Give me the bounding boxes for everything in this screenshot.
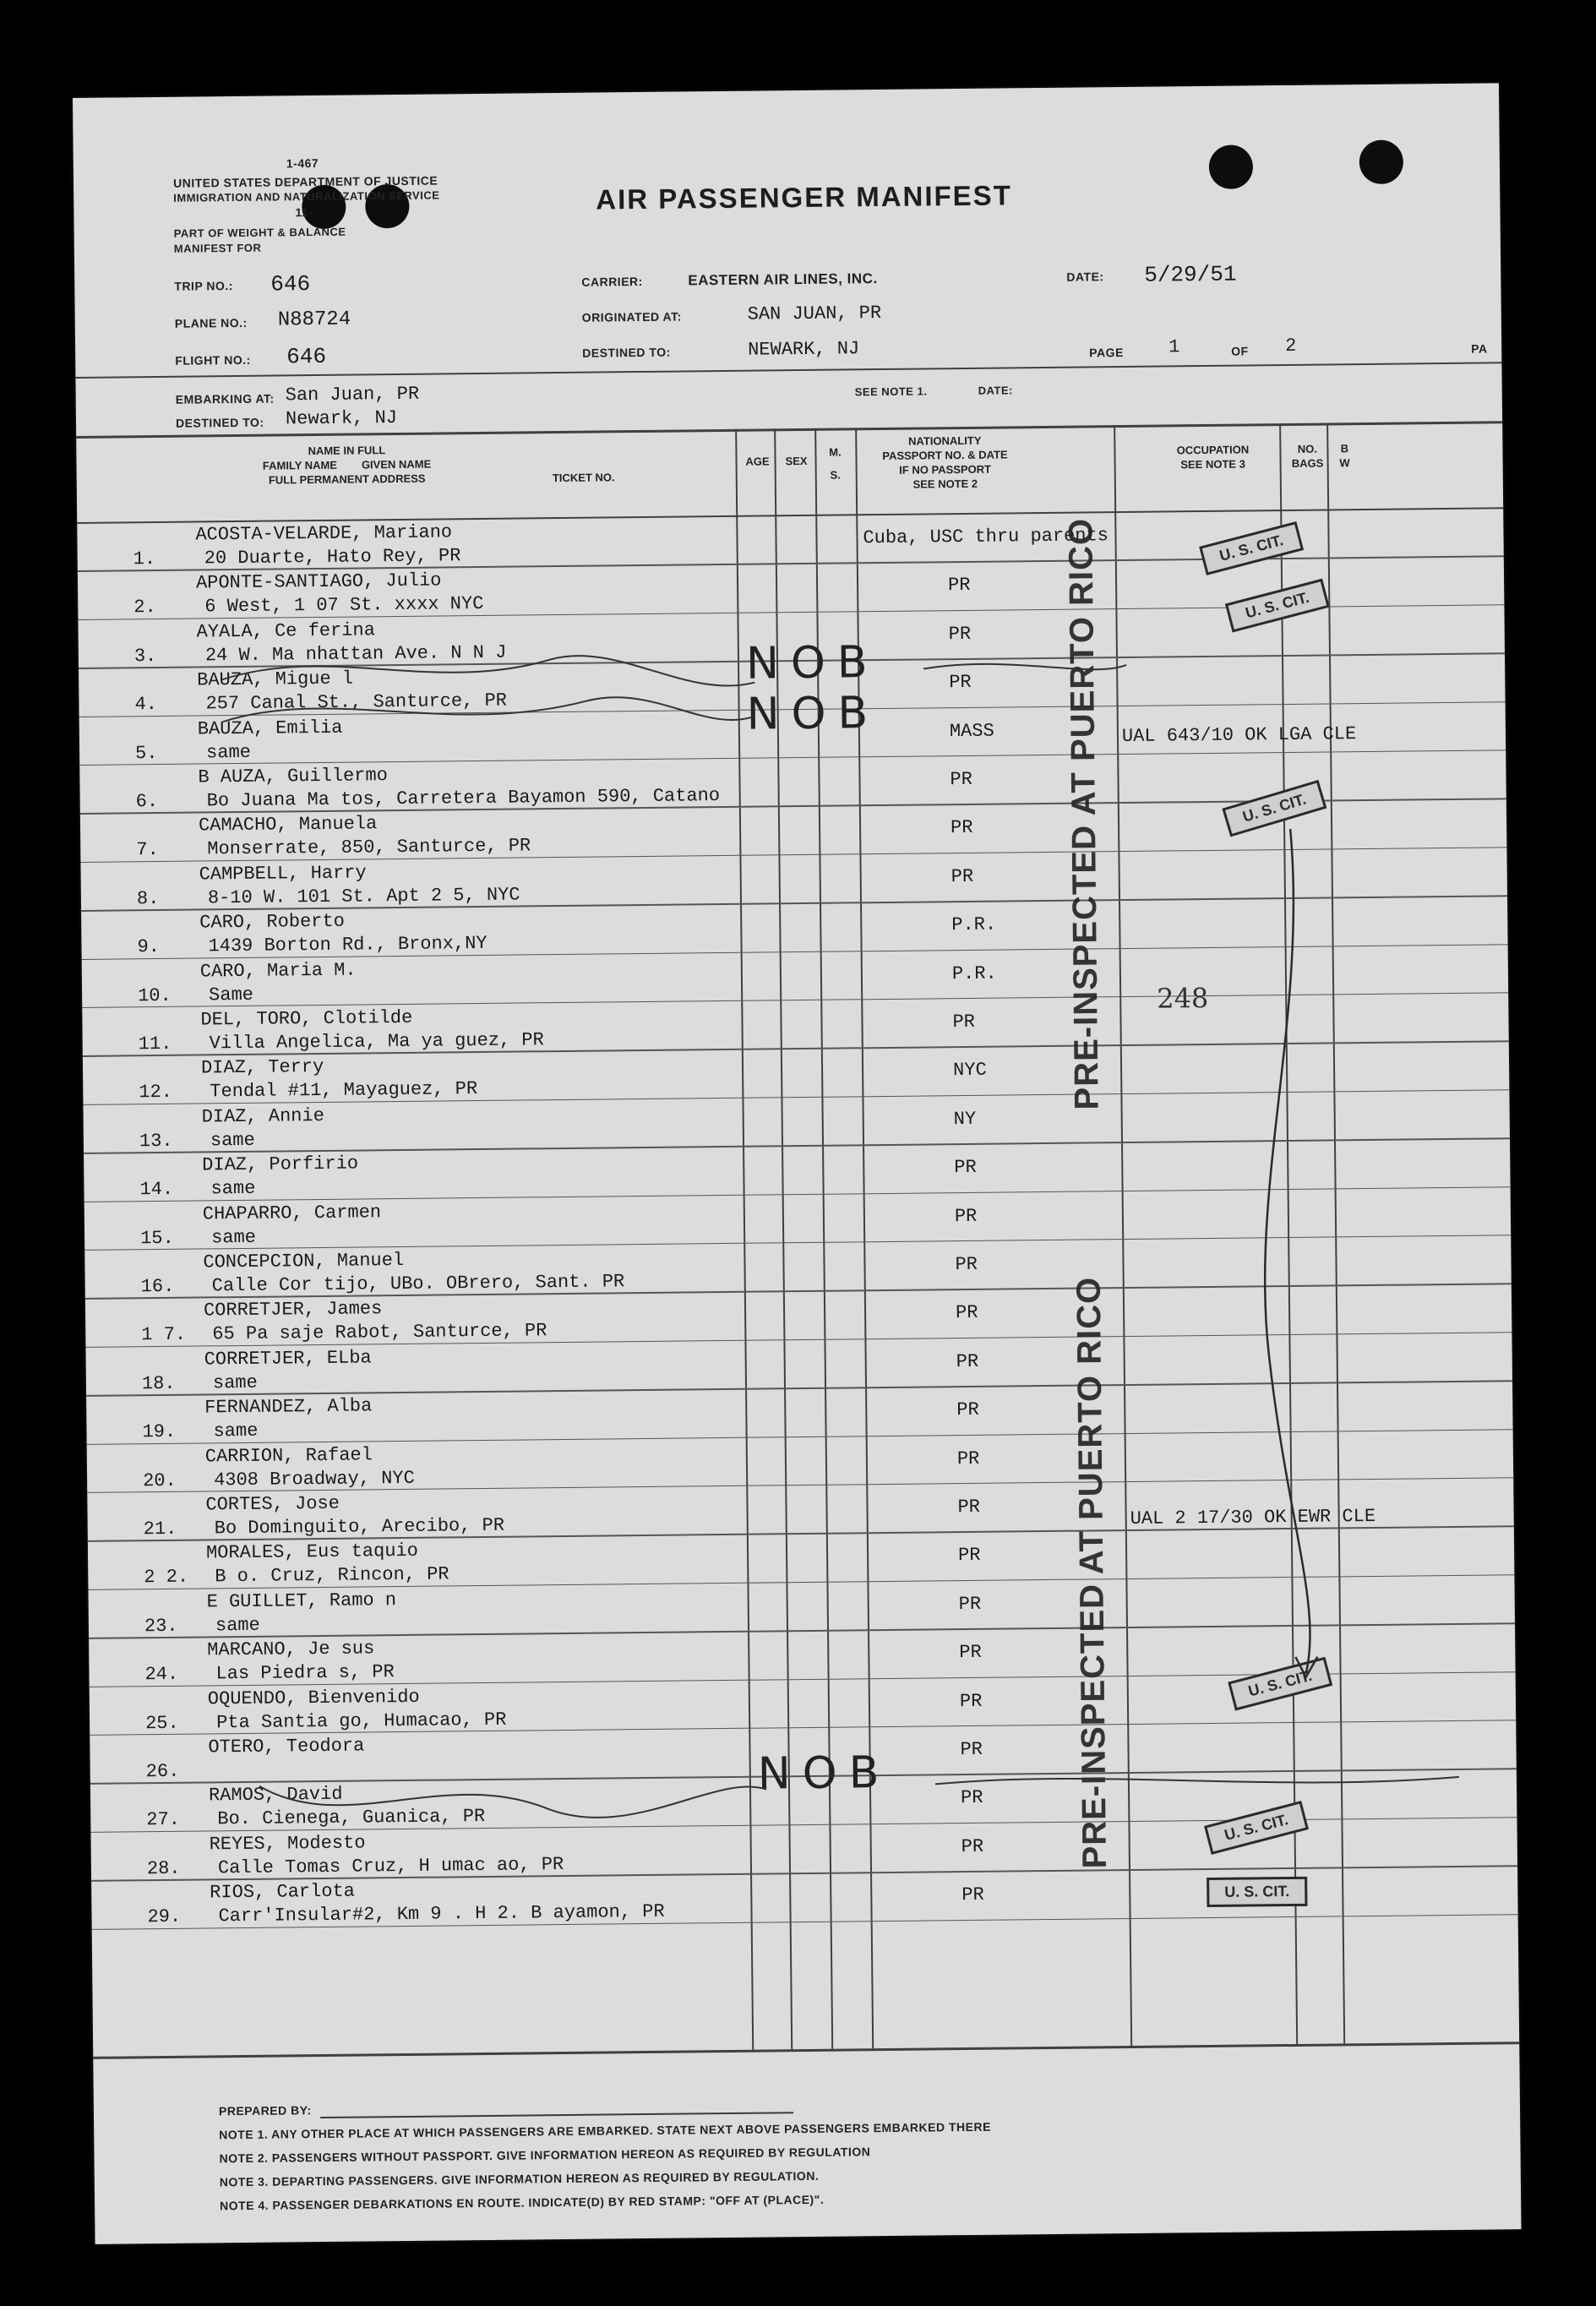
passenger-address: 65 Pa saje Rabot, Santurce, PR [212,1320,547,1345]
date-value: 5/29/51 [1144,261,1237,288]
passenger-nationality: PR [954,1157,977,1179]
manifest-page [73,83,1522,2244]
passenger-address: Bo Juana Ma tos, Carretera Bayamon 590, Catano [206,785,721,812]
ual-note-1: UAL 643/10 OK LGA CLE [1121,723,1357,748]
passenger-address: B o. Cruz, Rincon, PR [215,1563,449,1588]
us-cit-stamp: U. S. CIT. [1204,1801,1309,1855]
passenger-nationality: PR [961,1835,984,1857]
page-edge-label: PA [1471,341,1488,356]
passenger-address: 1439 Borton Rd., Bronx,NY [208,933,488,957]
passenger-name: CARRION, Rafael [204,1443,373,1468]
passenger-nationality: PR [956,1350,979,1372]
col-name-l3: FULL PERMANENT ADDRESS [268,472,426,487]
passenger-name: RAMOS, David [208,1784,343,1807]
ual-note-2: UAL 2 17/30 OK EWR CLE [1130,1505,1376,1529]
passenger-nationality: PR [951,865,974,887]
row-number: 21. [143,1518,177,1540]
passenger-address: 20 Duarte, Hato Rey, PR [204,545,461,570]
passenger-address: Same [208,984,254,1006]
row-number: 18. [141,1372,176,1395]
passenger-address: same [210,1177,256,1200]
passenger-address: 24 W. Ma nhattan Ave. N N J [204,641,507,667]
row-number: 12. [139,1082,173,1104]
row-number: 26. [145,1760,180,1783]
passenger-address: same [215,1614,260,1637]
col-wt-l1: B [1340,442,1349,455]
row-number: 7. [136,839,159,861]
passenger-name: B AUZA, Guillermo [198,765,388,788]
form-revision: 11- [295,205,313,220]
page-label: PAGE [1089,345,1124,360]
col-occ-l2: SEE NOTE 3 [1180,457,1245,472]
passenger-nationality: NY [953,1108,977,1130]
passenger-name: ACOSTA-VELARDE, Mariano [195,521,453,546]
handwritten-marks [73,83,1522,2244]
flight-label: FLIGHT NO.: [175,352,251,368]
passenger-nationality: PR [952,1011,976,1033]
passenger-name: MORALES, Eus taquio [205,1540,419,1564]
passenger-address: same [210,1129,255,1152]
passenger-name: CARO, Roberto [199,910,345,934]
passenger-name: CORTES, Jose [205,1492,340,1516]
passenger-nationality: PR [948,623,972,645]
passenger-name: CONCEPCION, Manuel [203,1249,405,1273]
destined-value: NEWARK, NJ [748,338,860,361]
row-number: 11. [138,1033,172,1055]
row-number: 3. [133,645,157,668]
passenger-address: Pta Santia go, Humacao, PR [216,1709,507,1733]
passenger-address: same [213,1420,259,1442]
passenger-address: same [210,1226,257,1248]
us-cit-stamp: U. S. CIT. [1199,521,1304,575]
col-nat-l4: SEE NOTE 2 [912,477,978,491]
passenger-nationality: PR [956,1399,979,1421]
date-label: DATE: [1066,270,1104,284]
note-3: NOTE 3. DEPARTING PASSENGERS. GIVE INFORMATION HEREON AS REQUIRED BY REGULATION. [219,2168,820,2189]
page-value: 1 [1168,336,1180,358]
passenger-nationality: PR [957,1496,981,1518]
row-number: 25. [145,1712,179,1734]
strike-row-26-ext [935,1774,1459,1786]
passenger-name: OTERO, Teodora [208,1735,365,1758]
passenger-name: BAUZA, Emilia [197,717,343,740]
passenger-address: 4308 Broadway, NYC [214,1467,415,1491]
passenger-name: REYES, Modesto [209,1832,366,1856]
passenger-nationality: PR [950,768,973,791]
plane-label: PLANE NO.: [174,315,248,330]
row-number: 14. [139,1179,174,1201]
passenger-nationality: PR [955,1253,978,1276]
see-note-label: SEE NOTE 1. [854,384,928,399]
passenger-name: MARCANO, Je sus [207,1638,375,1661]
passenger-address: 8-10 W. 101 St. Apt 2 5, NYC [207,884,520,909]
passenger-address: Monserrate, 850, Santurce, PR [207,835,531,860]
row-number: 16. [140,1275,175,1298]
trip-value: 646 [270,271,311,297]
passenger-nationality: PR [958,1593,982,1615]
nob-mark: NOB [745,637,880,690]
passenger-nationality: PR [949,672,972,694]
passenger-nationality: PR [957,1545,981,1567]
note-1: NOTE 1. ANY OTHER PLACE AT WHICH PASSENGERS ARE EMBARKED. STATE NEXT ABOVE PASSENGERS EMBARKED THERE [219,2119,991,2142]
row-number: 5. [134,742,158,764]
destined2-value: Newark, NJ [285,407,398,430]
col-header-ticket: TICKET NO. [552,471,615,485]
strike-row-26 [259,1781,766,1822]
row-number: 27. [146,1809,181,1831]
row-number: 2. [133,597,156,619]
passenger-name: E GUILLET, Ramo n [206,1589,397,1613]
col-header-age: AGE [745,455,770,468]
passenger-nationality: PR [955,1302,978,1324]
passenger-nationality: MASS [949,720,994,742]
embarking-label: EMBARKING AT: [175,391,275,406]
row-number: 24. [144,1663,179,1686]
pre-inspected-stamp: PRE-INSPECTED AT PUERTO RICO [1070,1276,1114,1869]
row-number: 1. [133,548,156,570]
passenger-nationality: PR [959,1690,983,1712]
passenger-nationality: PR [959,1642,982,1664]
passenger-address: same [212,1371,258,1394]
prepared-by-label: PREPARED BY: [218,2103,312,2118]
passenger-address: Bo Dominguito, Arecibo, PR [214,1514,505,1540]
destined2-label: DESTINED TO: [175,415,264,430]
col-bags-l1: NO. [1297,442,1318,455]
passenger-nationality: PR [947,575,971,597]
passenger-address: Carr'Insular#2, Km 9 . H 2. B ayamon, PR [218,1900,665,1927]
carrier-label: CARRIER: [581,274,643,289]
date2-label: DATE: [978,384,1014,397]
row-number: 10. [137,984,172,1006]
strike-row-4 [222,654,754,691]
col-nat-l1: NATIONALITY [908,433,982,448]
us-cit-stamp: U. S. CIT. [1222,780,1326,837]
col-nat-l2: PASSPORT NO. & DATE [882,448,1008,462]
passenger-name: RIOS, Carlota [210,1880,356,1904]
originated-value: SAN JUAN, PR [747,302,882,325]
strike-row-5 [222,695,754,725]
passenger-address: same [205,741,252,763]
passenger-address: Las Piedra s, PR [215,1661,395,1685]
row-number: 29. [147,1905,182,1928]
col-name-l1: NAME IN FULL [308,444,386,458]
us-cit-stamp: U. S. CIT. [1228,1657,1332,1711]
row-number: 6. [135,790,159,813]
page-title: AIR PASSENGER MANIFEST [596,179,1013,215]
row-number: 23. [144,1615,178,1638]
passenger-nationality: PR [960,1738,983,1761]
col-bags-l2: BAGS [1291,456,1324,470]
of-value: 2 [1285,335,1297,357]
row-number: 9. [137,936,161,958]
department-name: UNITED STATES DEPARTMENT OF JUSTICE [172,173,438,190]
passenger-address: 257 Canal St., Santurce, PR [205,690,508,715]
row-number: 8. [136,887,160,910]
passenger-nationality: PR [961,1884,984,1906]
passenger-name: DIAZ, Terry [200,1056,324,1079]
carrier-value: EASTERN AIR LINES, INC. [688,270,878,289]
destined-label: DESTINED TO: [582,345,671,360]
passenger-address: Bo. Cienega, Guanica, PR [217,1806,486,1830]
passenger-nationality: P.R. [951,913,997,936]
embarking-value: San Juan, PR [285,383,420,406]
col-ms-l2: S. [830,468,841,482]
service-name: IMMIGRATION AND NATURALIZATION SERVICE [173,188,440,204]
row-number: 2 2. [144,1567,189,1589]
passenger-name: CAMPBELL, Harry [199,862,367,886]
col-name-l2: FAMILY NAME GIVEN NAME [262,457,432,472]
passenger-name: AYALA, Ce ferina [196,619,375,643]
arrow-line [1261,829,1311,1674]
originated-label: ORIGINATED AT: [581,309,682,324]
row-number: 4. [134,694,158,716]
passenger-nationality: P.R. [951,962,997,984]
passenger-name: FERNANDEZ, Alba [204,1395,373,1419]
trip-label: TRIP NO.: [174,279,233,293]
passenger-name: DEL, TORO, Clotilde [200,1006,413,1031]
row-number: 28. [146,1857,181,1879]
nob-mark: NOB [757,1747,891,1800]
passenger-nationality: NYC [952,1060,987,1082]
passenger-name: OQUENDO, Bienvenido [207,1686,420,1710]
passenger-name: CARO, Maria M. [199,959,357,983]
passenger-nationality: PR [960,1787,983,1809]
passenger-name: CHAPARRO, Carmen [202,1201,382,1225]
passenger-nationality: Cuba, USC thru parents [863,525,1109,549]
row-number: 15. [140,1227,174,1249]
passenger-name: BAUZA, Migue l [197,668,354,691]
of-label: OF [1231,344,1249,358]
col-nat-l3: IF NO PASSPORT [899,462,992,477]
plane-value: N88724 [277,308,351,332]
manifest-for-label: MANIFEST FOR [173,241,262,255]
handwritten-248: 248 [1157,981,1209,1015]
nob-mark: NOB [746,688,880,740]
part-of-label: PART OF WEIGHT & BALANCE [173,225,346,240]
passenger-address: Tendal #11, Mayaguez, PR [210,1078,478,1103]
passenger-nationality: PR [956,1447,980,1469]
col-header-sex: SEX [785,454,808,468]
row-number: 1 7. [141,1324,187,1346]
col-ms-l1: M. [829,445,842,459]
note-2: NOTE 2. PASSENGERS WITHOUT PASSPORT. GIVE INFORMATION HEREON AS REQUIRED BY REGULATION [219,2145,871,2166]
passenger-address: Calle Tomas Cruz, H umac ao, PR [217,1853,564,1879]
strike-row-4-ext [923,662,1126,671]
pre-inspected-stamp: PRE-INSPECTED AT PUERTO RICO [1062,517,1106,1110]
passenger-name: DIAZ, Porfirio [202,1153,359,1176]
passenger-nationality: PR [954,1205,978,1227]
passenger-name: CORRETJER, James [203,1298,383,1322]
flight-value: 646 [286,343,327,370]
form-number: 1-467 [286,155,319,171]
passenger-name: CORRETJER, ELba [204,1347,372,1371]
row-number: 20. [143,1469,177,1491]
note-4: NOTE 4. PASSENGER DEBARKATIONS EN ROUTE. INDICATE(D) BY RED STAMP: "OFF AT (PLACE)". [220,2192,825,2213]
us-cit-stamp: U. S. CIT. [1207,1877,1307,1907]
passenger-name: DIAZ, Annie [201,1104,324,1128]
passenger-address: Calle Cor tijo, UBo. OBrero, Sant. PR [211,1271,625,1297]
passenger-address: 6 West, 1 07 St. xxxx NYC [204,593,484,618]
passenger-name: APONTE-SANTIAGO, Julio [195,570,442,594]
us-cit-stamp: U. S. CIT. [1225,579,1330,633]
row-number: 19. [142,1420,177,1443]
passenger-address: Villa Angelica, Ma ya guez, PR [209,1029,544,1055]
passenger-name: CAMACHO, Manuela [198,813,378,837]
passenger-nationality: PR [950,817,973,839]
row-number: 13. [139,1130,173,1153]
col-wt-l2: W [1339,456,1350,470]
col-occ-l1: OCCUPATION [1176,443,1250,457]
